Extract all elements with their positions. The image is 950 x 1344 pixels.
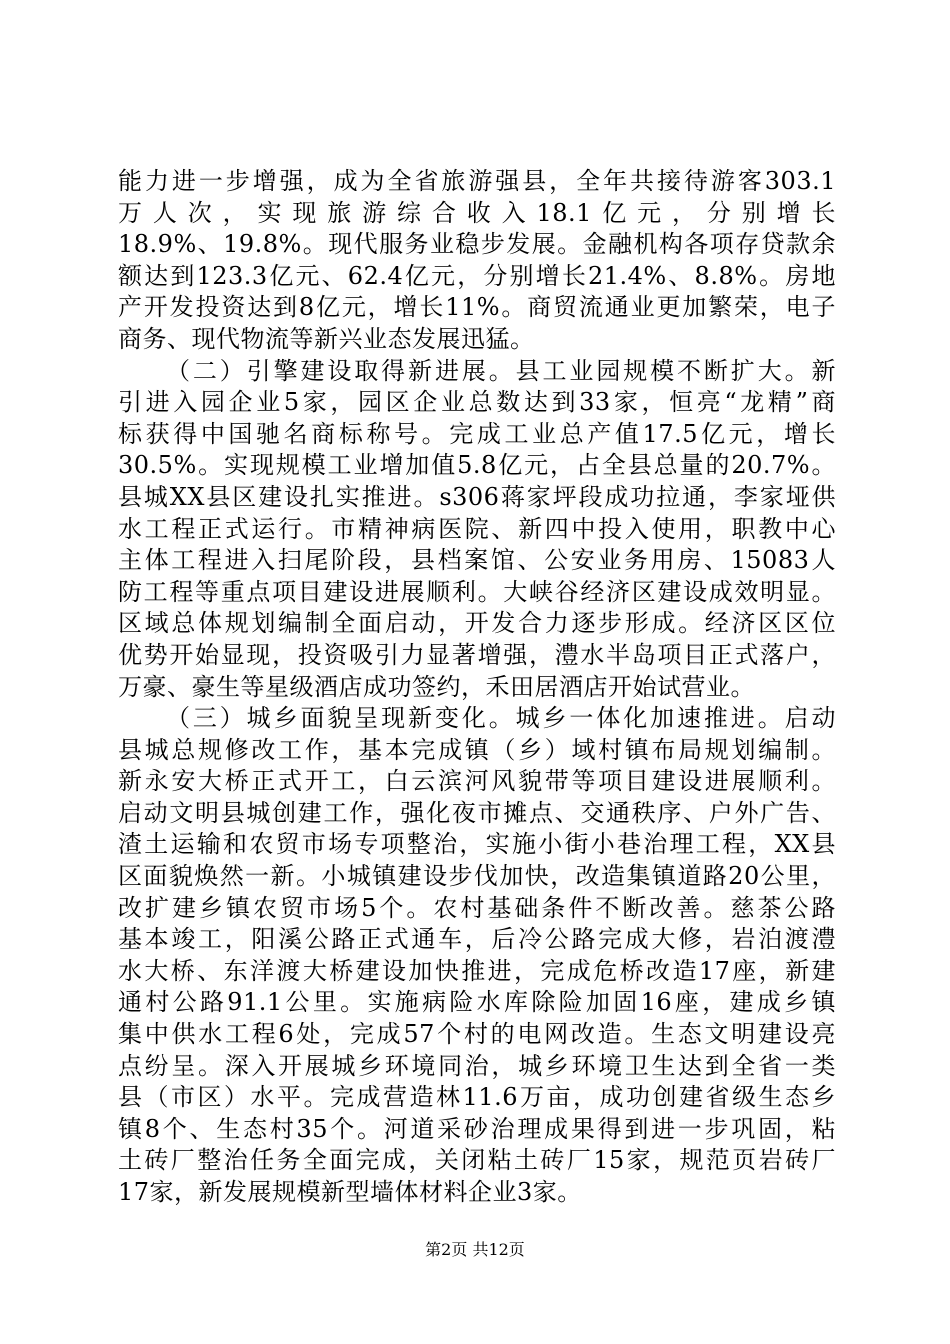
text-line: 县城总规修改工作，基本完成镇（乡）域村镇布局规划编制。 xyxy=(118,735,836,764)
text-line: （二）引擎建设取得新进展。县工业园规模不断扩大。新 xyxy=(166,356,836,385)
text-line: 区面貌焕然一新。小城镇建设步伐加快，改造集镇道路20公里， xyxy=(118,862,836,891)
text-line: 县（市区）水平。完成营造林11.6万亩，成功创建省级生态乡 xyxy=(118,1083,836,1112)
text-line: 标获得中国驰名商标称号。完成工业总产值17.5亿元，增长 xyxy=(118,419,836,448)
text-line: 产开发投资达到8亿元，增长11%。商贸流通业更加繁荣，电子 xyxy=(118,293,836,322)
text-line: 土砖厂整治任务全面完成，关闭粘土砖厂15家，规范页岩砖厂 xyxy=(118,1146,836,1175)
text-line: 镇8个、生态村35个。河道采砂治理成果得到进一步巩固，粘 xyxy=(118,1114,836,1143)
text-line: 区域总体规划编制全面启动，开发合力逐步形成。经济区区位 xyxy=(118,609,836,638)
text-line: 优势开始显现，投资吸引力显著增强，澧水半岛项目正式落户， xyxy=(118,640,836,669)
text-line: 水工程正式运行。市精神病医院、新四中投入使用，职教中心 xyxy=(118,514,836,543)
text-line: 点纷呈。深入开展城乡环境同治，城乡环境卫生达到全省一类 xyxy=(118,1051,836,1080)
text-line: 能力进一步增强，成为全省旅游强县，全年共接待游客303.1 xyxy=(118,167,836,195)
text-line: 水大桥、东洋渡大桥建设加快推进，完成危桥改造17座，新建 xyxy=(118,956,836,985)
text-line: 万豪、豪生等星级酒店成功签约，禾田居酒店开始试营业。 xyxy=(118,672,755,701)
text-line: 万人次，实现旅游综合收入18.1亿元，分别增长 xyxy=(118,198,836,227)
text-line: 县城XX县区建设扎实推进。s306蒋家坪段成功拉通，李家垭供 xyxy=(118,482,836,511)
page-footer: 第2页 共12页 xyxy=(425,1240,525,1259)
text-line: 集中供水工程6处，完成57个村的电网改造。生态文明建设亮 xyxy=(118,1020,836,1049)
text-line: 30.5%。实现规模工业增加值5.8亿元，占全县总量的20.7%。 xyxy=(118,451,836,480)
text-line: 18.9%、19.8%。现代服务业稳步发展。金融机构各项存贷款余 xyxy=(118,230,836,259)
text-line: 启动文明县城创建工作，强化夜市摊点、交通秩序、户外广告、 xyxy=(118,798,836,827)
text-line: 通村公路91.1公里。实施病险水库除险加固16座，建成乡镇 xyxy=(118,988,836,1017)
body-text xyxy=(118,166,836,1209)
text-line: 商务、现代物流等新兴业态发展迅猛。 xyxy=(118,324,535,353)
text-line: 引进入园企业5家，园区企业总数达到33家，恒亮“龙精”商 xyxy=(118,388,836,417)
text-line: 基本竣工，阳溪公路正式通车，后冷公路完成大修，岩泊渡澧 xyxy=(118,925,836,954)
text-line: 额达到123.3亿元、62.4亿元，分别增长21.4%、8.8%。房地 xyxy=(118,261,836,290)
text-line: （三）城乡面貌呈现新变化。城乡一体化加速推进。启动 xyxy=(166,704,836,733)
text-line: 渣土运输和农贸市场专项整治，实施小街小巷治理工程，XX县 xyxy=(118,830,836,859)
text-line: 主体工程进入扫尾阶段，县档案馆、公安业务用房、15083人 xyxy=(118,546,836,575)
text-line: 防工程等重点项目建设进展顺利。大峡谷经济区建设成效明显。 xyxy=(118,577,836,606)
text-line: 新永安大桥正式开工，白云滨河风貌带等项目建设进展顺利。 xyxy=(118,767,836,796)
text-line: 17家，新发展规模新型墙体材料企业3家。 xyxy=(118,1178,582,1206)
text-line: 改扩建乡镇农贸市场5个。农村基础条件不断改善。慈茶公路 xyxy=(118,893,836,922)
